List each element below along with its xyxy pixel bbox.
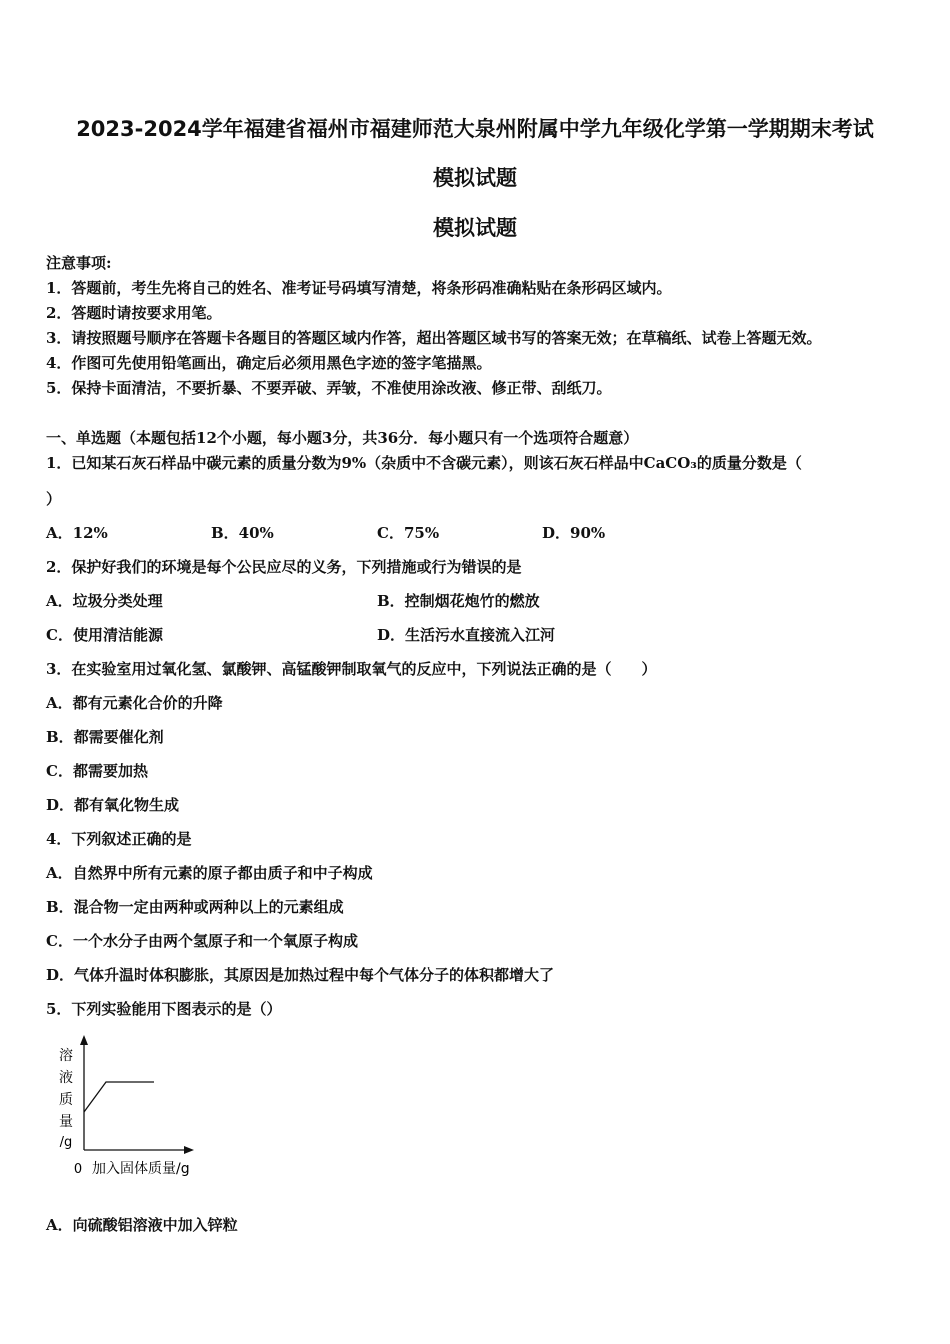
q2-option-d: D．生活污水直接流入江河 xyxy=(377,626,556,644)
q4-option-b: B．混合物一定由两种或两种以上的元素组成 xyxy=(46,898,344,916)
q4-option-d: D．气体升温时体积膨胀，其原因是加热过程中每个气体分子的体积都增大了 xyxy=(46,966,555,984)
exam-title-line1: 2023-2024学年福建省福州市福建师范大泉州附属中学九年级化学第一学期期末考试 xyxy=(76,117,874,141)
y-axis-arrow-icon xyxy=(80,1035,88,1045)
q3-option-a: A．都有元素化合价的升降 xyxy=(46,694,223,712)
origin-label: 0 xyxy=(73,1162,83,1177)
graph-curve xyxy=(84,1082,154,1112)
exam-title-line2: 模拟试题 xyxy=(433,166,517,190)
notice-item-4: 4．作图可先使用铅笔画出，确定后必须用黑色字迹的签字笔描黑。 xyxy=(46,354,492,372)
q1-stem-end: ） xyxy=(46,490,62,508)
q1-stem: 1．已知某石灰石样品中碳元素的质量分数为9%（杂质中不含碳元素），则该石灰石样品中CaCO₃的质量分数是（ xyxy=(46,454,802,472)
y-label-char-2: 液 xyxy=(59,1070,73,1086)
q4-option-a: A．自然界中所有元素的原子都由质子和中子构成 xyxy=(46,864,373,882)
notice-heading: 注意事项: xyxy=(46,254,112,272)
q5-stem: 5．下列实验能用下图表示的是（） xyxy=(46,1000,282,1018)
q3-option-b: B．都需要催化剂 xyxy=(46,728,164,746)
q2-option-c: C．使用清洁能源 xyxy=(46,626,163,644)
y-label-unit: /g xyxy=(59,1135,73,1150)
q1-option-a: A．12% xyxy=(46,524,108,542)
q4-option-c: C．一个水分子由两个氢原子和一个氧原子构成 xyxy=(46,932,358,950)
q4-stem: 4．下列叙述正确的是 xyxy=(46,830,192,848)
notice-item-3: 3．请按照题号顺序在答题卡各题目的答题区域内作答，超出答题区域书写的答案无效；在草稿纸、试卷上答题无效。 xyxy=(46,329,822,347)
q5-graph xyxy=(56,1032,216,1182)
y-label-char-1: 溶 xyxy=(59,1048,73,1064)
q1-option-c: C．75% xyxy=(377,524,440,542)
q2-stem: 2．保护好我们的环境是每个公民应尽的义务，下列措施或行为错误的是 xyxy=(46,558,522,576)
notice-item-5: 5．保持卡面清洁，不要折暴、不要弄破、弄皱，不准使用涂改液、修正带、刮纸刀。 xyxy=(46,379,612,397)
x-label: 加入固体质量/g xyxy=(92,1161,190,1177)
y-label-char-4: 量 xyxy=(59,1114,73,1130)
q2-option-a: A．垃圾分类处理 xyxy=(46,592,163,610)
q3-option-d: D．都有氧化物生成 xyxy=(46,796,180,814)
notice-item-2: 2．答题时请按要求用笔。 xyxy=(46,304,222,322)
notice-item-1: 1．答题前，考生先将自己的姓名、准考证号码填写清楚，将条形码准确粘贴在条形码区域内。 xyxy=(46,279,672,297)
section-heading: 一、单选题（本题包括12个小题，每小题3分，共36分．每小题只有一个选项符合题意） xyxy=(46,429,639,447)
x-axis-arrow-icon xyxy=(184,1146,194,1154)
q3-stem: 3．在实验室用过氧化氢、氯酸钾、高锰酸钾制取氧气的反应中，下列说法正确的是（ ） xyxy=(46,660,657,678)
q1-option-d: D．90% xyxy=(542,524,606,542)
q1-option-b: B．40% xyxy=(211,524,274,542)
y-label-char-3: 质 xyxy=(59,1092,73,1108)
exam-title-line3: 模拟试题 xyxy=(433,216,517,240)
q2-option-b: B．控制烟花炮竹的燃放 xyxy=(377,592,540,610)
q3-option-c: C．都需要加热 xyxy=(46,762,148,780)
q5-option-a: A．向硫酸铝溶液中加入锌粒 xyxy=(46,1216,238,1234)
